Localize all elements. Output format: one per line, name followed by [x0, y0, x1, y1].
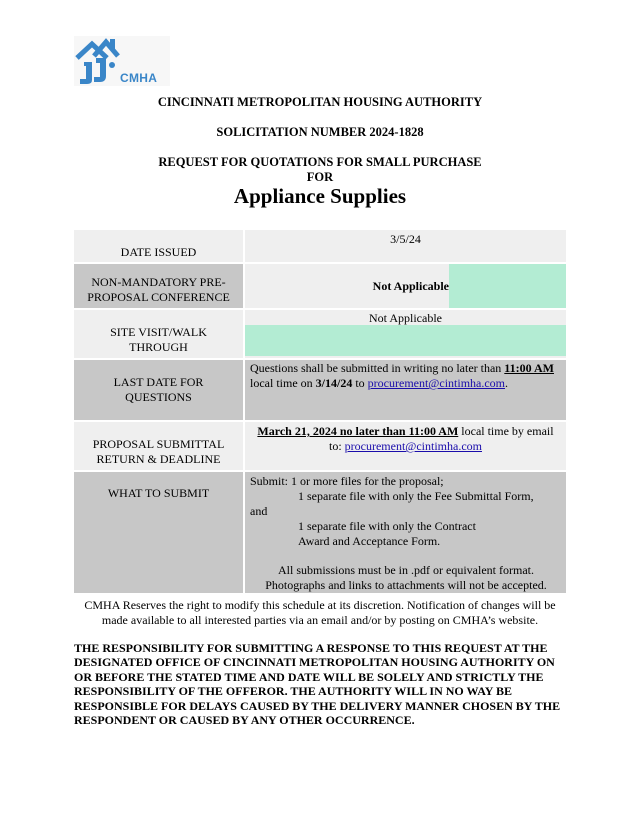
responsibility-statement: THE RESPONSIBILITY FOR SUBMITTING A RESPONSE TO THIS REQUEST AT THE DESIGNATED OFFICE OF CINCINNATI METROPOLITAN HOUSING AUTHORITY ON OR BEFORE THE STATED TIME AND DATE WILL BE SOLELY AND STRICTLY THE RESPONSIBILITY OF THE OFFEROR. THE AUTHORITY WILL IN NO WAY BE RESPONSIBLE FOR DELAYS CAUSED BY THE DELIVERY MANNER CHOSEN BY THE RESPONDENT OR CAUSED BY ANY OTHER OCCURRENCE.: [74, 641, 561, 728]
schedule-notice: CMHA Reserves the right to modify this schedule at its discretion. Notification of changes will be made available to all interested parties via an email and/or by posting on CMHA’s website.: [84, 598, 556, 627]
deadline-email-link[interactable]: procurement@cintimha.com: [344, 439, 482, 453]
solicitation-number: SOLICITATION NUMBER 2024-1828: [216, 125, 424, 139]
row-date-issued: [74, 230, 566, 263]
row-site-visit: [74, 309, 566, 359]
questions-date: 3/14/24: [315, 376, 353, 390]
questions-email-link[interactable]: procurement@cintimha.com: [367, 376, 506, 390]
submit-label: WHAT TO SUBMIT: [107, 486, 210, 500]
preproposal-value: Not Applicable: [372, 278, 449, 293]
rfq-for: FOR: [306, 170, 334, 184]
site-visit-value: Not Applicable: [369, 311, 442, 325]
site-visit-highlight: [245, 325, 566, 356]
submit-note1: All submissions must be in .pdf or equivalent format.: [278, 563, 534, 577]
date-issued-value: 3/5/24: [244, 230, 566, 263]
questions-time: 11:00 AM: [504, 361, 554, 375]
submit-note2: Photographs and links to attachments will not be accepted.: [265, 578, 547, 592]
schedule-table: [74, 230, 566, 595]
site-visit-label: SITE VISIT/WALK THROUGH: [110, 325, 207, 354]
submit-and: and: [250, 504, 268, 518]
page-title: Appliance Supplies: [233, 184, 407, 208]
row-questions: [74, 359, 566, 421]
questions-label: LAST DATE FOR QUESTIONS: [113, 375, 204, 404]
deadline-label: PROPOSAL SUBMITTAL RETURN & DEADLINE: [92, 437, 225, 466]
rfq-line: REQUEST FOR QUOTATIONS FOR SMALL PURCHASE: [158, 155, 482, 169]
row-what-to-submit: [74, 471, 566, 594]
row-deadline: [74, 421, 566, 471]
submit-line1: Submit: 1 or more files for the proposal;: [250, 474, 444, 488]
deadline-value: March 21, 2024 no later than 11:00 AM local time by email to: procurement@cintimha.com: [244, 421, 566, 471]
submit-line3: 1 separate file with only the Contract Award and Acceptance Form.: [298, 519, 476, 548]
row-preproposal: [74, 263, 566, 309]
submit-value: [244, 471, 566, 594]
preproposal-highlight: [449, 264, 566, 308]
logo-text: CMHA: [120, 71, 158, 85]
submit-line2: 1 separate file with only the Fee Submittal Form,: [298, 489, 534, 503]
preproposal-label: NON-MANDATORY PRE-PROPOSAL CONFERENCE: [87, 275, 230, 304]
deadline-date-time: March 21, 2024 no later than 11:00 AM: [257, 424, 459, 438]
agency-name: CINCINNATI METROPOLITAN HOUSING AUTHORITY: [157, 95, 483, 109]
date-issued-label: DATE ISSUED: [120, 245, 197, 259]
questions-value: Questions shall be submitted in writing no later than 11:00 AM local time on 3/14/24 to procurement@cintimha.com.: [244, 359, 566, 421]
